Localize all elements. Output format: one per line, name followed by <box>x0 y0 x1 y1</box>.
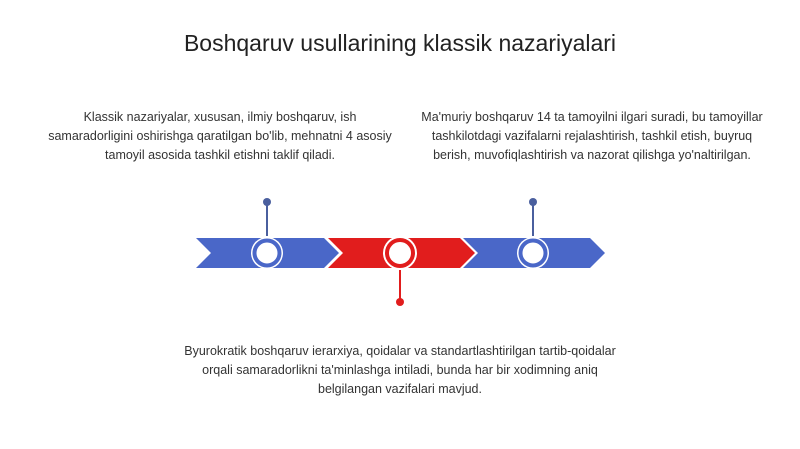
milestone-2-ring <box>387 240 413 266</box>
milestone-3-ring <box>521 241 546 266</box>
milestone-2-description: Byurokratik boshqaruv ierarxiya, qoidalar va standartlashtirilgan tartib-qoidalar orqali samaradorlikni ta'minlashga intiladi, bunda har bir xodimning aniq belgilangan vazifalari mavjud. <box>184 344 616 396</box>
milestone-1-stem-dot <box>263 198 271 206</box>
page-title: Boshqaruv usullarining klassik nazariyalari <box>183 30 617 56</box>
milestone-3-stem-dot <box>529 198 537 206</box>
milestone-3-description: Ma'muriy boshqaruv 14 ta tamoyilni ilgari suradi, bu tamoyillar tashkilotdagi vazifalarni rejalashtirish, tashkil etish, buyruq berish, muvofiqlashtirish va nazorat qilishga yo'naltirilgan. <box>421 110 763 162</box>
milestone-2-stem-dot <box>396 298 404 306</box>
milestone-1-description: Klassik nazariyalar, xususan, ilmiy boshqaruv, ish samaradorligini oshirishga qaratilgan bo'lib, mehnatni 4 asosiy tamoyil asosida tashkil etishni taklif qiladi. <box>48 110 392 162</box>
milestone-1-ring <box>255 241 280 266</box>
